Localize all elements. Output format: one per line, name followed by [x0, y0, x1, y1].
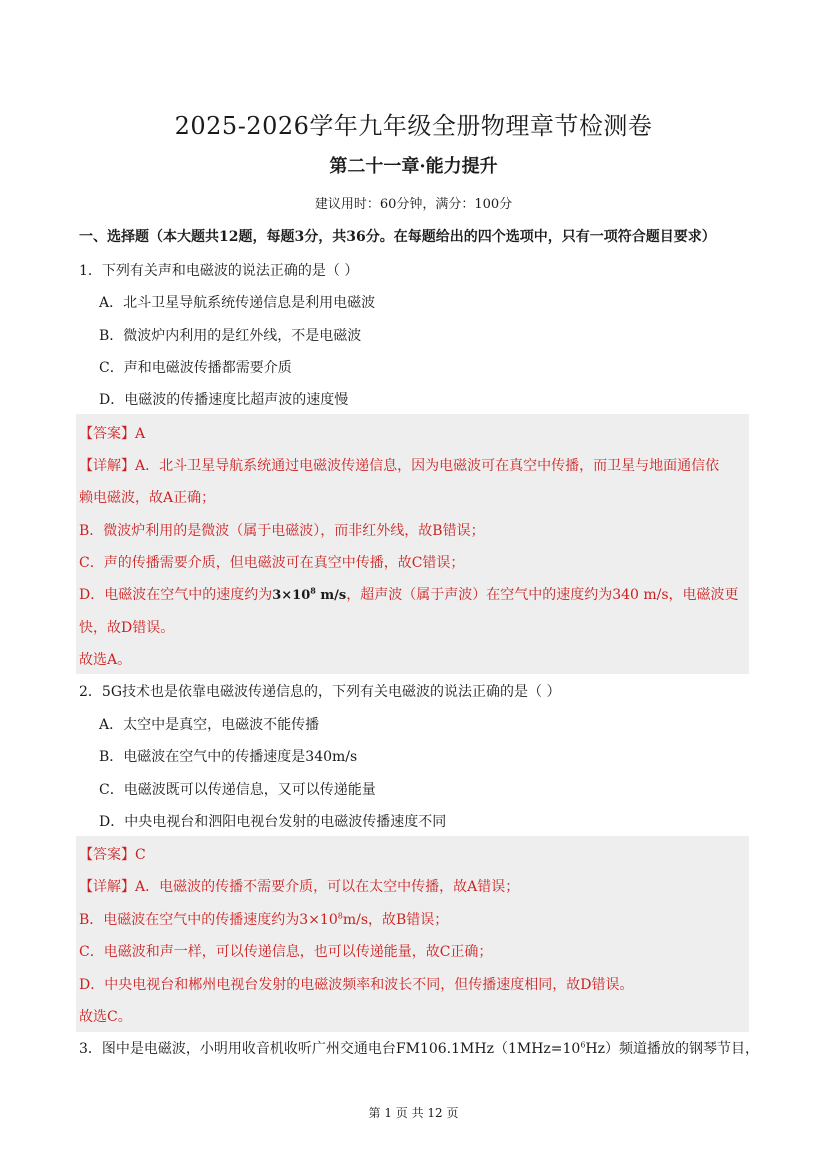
q2-conclusion: 故选C。 [79, 1009, 132, 1025]
q1-option-c: C．声和电磁波传播都需要介质 [99, 360, 292, 376]
q2-option-b: B．电磁波在空气中的传播速度是340m/s [99, 749, 358, 765]
q2-detail-b-part2: m/s，故B错误； [342, 912, 449, 928]
q2-option-a: A．太空中是真空，电磁波不能传播 [99, 717, 320, 733]
q1-conclusion: 故选A。 [79, 652, 132, 668]
q1-option-d: D．电磁波的传播速度比超声波的速度慢 [99, 392, 349, 408]
q1-detail-line: 【详解】A．北斗卫星导航系统通过电磁波传递信息，因为电磁波可在真空中传播，而卫星与地面通信依 [79, 458, 720, 474]
chapter-subtitle: 第二十一章·能力提升 [329, 156, 498, 177]
page-footer: 第 1 页 共 12 页 [368, 1106, 459, 1120]
q3-stem [79, 1038, 759, 1058]
page-title: 2025-2026学年九年级全册物理章节检测卷 [174, 112, 653, 140]
q3-stem-exponent: 6 [580, 1040, 586, 1050]
q1-answer-box [76, 414, 749, 674]
q2-answer: 【答案】C [79, 847, 146, 863]
q1-detail-line: 赖电磁波，故A正确； [79, 490, 216, 506]
time-score-info: 建议用时：60分钟，满分：100分 [314, 197, 513, 212]
section-heading: 一、选择题（本大题共12题，每题3分，共36分。在每题给出的四个选项中，只有一项符合题目要求） [79, 229, 716, 245]
q2-option-d: D．中央电视台和泗阳电视台发射的电磁波传播速度不同 [99, 814, 447, 830]
q1-option-b: B．微波炉内利用的是红外线，不是电磁波 [99, 328, 362, 344]
q2-speed-exponent: 8 [337, 911, 343, 921]
q1-answer: 【答案】A [79, 426, 146, 442]
q2-detail-line: D．中央电视台和郴州电视台发射的电磁波频率和波长不同，但传播速度相同，故D错误。 [79, 977, 634, 993]
q2-detail-line [79, 909, 448, 929]
q1-detail-line: B．微波炉利用的是微波（属于电磁波），而非红外线，故B错误； [79, 523, 485, 539]
q1-detail-d-part1: D．电磁波在空气中的速度约为 [79, 587, 273, 603]
q1-detail-line: 快，故D错误。 [79, 620, 175, 636]
q1-option-a: A．北斗卫星导航系统传递信息是利用电磁波 [99, 295, 376, 311]
q2-stem: 2．5G技术也是依靠电磁波传递信息的，下列有关电磁波的说法正确的是（ ） [79, 684, 561, 700]
q1-detail-line [79, 584, 739, 604]
q1-detail-line: C．声的传播需要介质，但电磁波可在真空中传播，故C错误； [79, 555, 465, 571]
q2-answer-box [76, 836, 749, 1032]
q1-speed-exponent: 8 [310, 585, 316, 596]
q1-speed-value: 3×10 [272, 588, 311, 603]
q1-speed-unit: m/s [315, 588, 347, 603]
q1-detail-d-part2: ，超声波（属于声波）在空气中的速度约为340 m/s，电磁波更 [346, 587, 739, 603]
q3-stem-part1: 3．图中是电磁波，小明用收音机收听广州交通电台FM106.1MHz（1MHz=10 [79, 1041, 581, 1057]
q2-option-c: C．电磁波既可以传递信息，又可以传递能量 [99, 782, 376, 798]
q2-detail-line: C．电磁波和声一样，可以传递信息，也可以传递能量，故C正确； [79, 944, 493, 960]
q1-stem: 1．下列有关声和电磁波的说法正确的是（ ） [79, 263, 359, 279]
q2-detail-b-part1: B．电磁波在空气中的传播速度约为3×10 [79, 912, 338, 928]
q3-stem-part2: Hz）频道播放的钢琴节目， [585, 1041, 760, 1057]
q2-detail-line: 【详解】A．电磁波的传播不需要介质，可以在太空中传播，故A错误； [79, 879, 520, 895]
